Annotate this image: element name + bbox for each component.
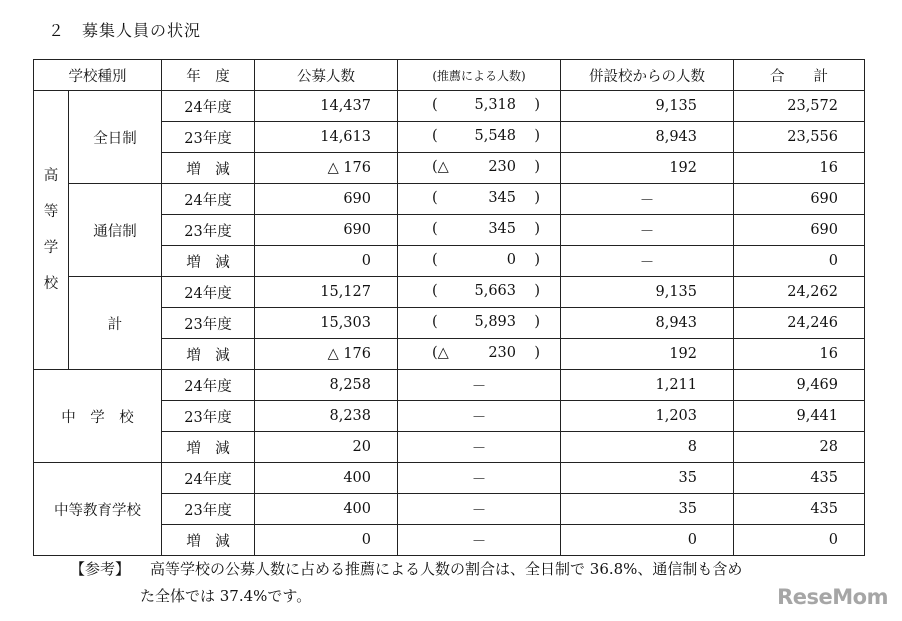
cell-attached: 0	[561, 525, 734, 556]
header-attached: 併設校からの人数	[561, 60, 734, 91]
cell-year: 増 減	[162, 246, 255, 277]
cell-public: △ 176	[255, 339, 398, 370]
cell-year: 23年度	[162, 122, 255, 153]
cell-recommend: －	[398, 401, 561, 432]
cell-public: 14,437	[255, 91, 398, 122]
cell-total: 24,246	[734, 308, 865, 339]
cell-total: 0	[734, 246, 865, 277]
note-text: 高等学校の公募人数に占める推薦による人数の割合は、全日制で 36.8%、通信制も含め	[150, 560, 743, 578]
cell-recommend: －	[398, 463, 561, 494]
cell-public: 15,303	[255, 308, 398, 339]
rec-value: 230	[488, 345, 516, 361]
cell-public: 690	[255, 215, 398, 246]
cell-recommend	[398, 91, 561, 122]
cell-recommend	[398, 308, 561, 339]
cell-year: 23年度	[162, 308, 255, 339]
cell-total: 23,556	[734, 122, 865, 153]
table-row	[34, 184, 865, 215]
rec-close: )	[534, 128, 540, 144]
group-koto: 高 等 学 校	[34, 91, 69, 370]
cell-total: 23,572	[734, 91, 865, 122]
header-recommend: (推薦による人数)	[398, 60, 561, 91]
cell-recommend	[398, 277, 561, 308]
cell-year: 増 減	[162, 339, 255, 370]
cell-total: 28	[734, 432, 865, 463]
cell-total: 690	[734, 215, 865, 246]
cell-year: 24年度	[162, 463, 255, 494]
cell-total: 435	[734, 494, 865, 525]
rec-close: )	[534, 252, 540, 268]
rec-value: 345	[488, 190, 516, 206]
cell-year: 24年度	[162, 277, 255, 308]
cell-attached: －	[561, 184, 734, 215]
cell-public: 15,127	[255, 277, 398, 308]
rec-close: )	[534, 159, 540, 175]
subgroup-kei: 計	[69, 277, 162, 370]
cell-public: 0	[255, 525, 398, 556]
cell-year: 増 減	[162, 432, 255, 463]
cell-attached: 192	[561, 153, 734, 184]
cell-year: 増 減	[162, 525, 255, 556]
cell-year: 24年度	[162, 184, 255, 215]
cell-year: 23年度	[162, 215, 255, 246]
cell-recommend	[398, 339, 561, 370]
rec-close: )	[534, 283, 540, 299]
rec-value: 5,318	[474, 97, 516, 113]
rec-open: (	[432, 252, 438, 268]
cell-public: 690	[255, 184, 398, 215]
cell-attached: －	[561, 246, 734, 277]
cell-recommend: －	[398, 432, 561, 463]
rec-value: 0	[506, 252, 516, 268]
header-public: 公募人数	[255, 60, 398, 91]
section-heading: ２ 募集人員の状況	[48, 21, 202, 40]
table-row	[34, 463, 865, 494]
cell-total: 24,262	[734, 277, 865, 308]
note-text-cont: た全体では 37.4%です。	[140, 587, 312, 605]
rec-open: (	[432, 190, 438, 206]
cell-public: 8,238	[255, 401, 398, 432]
cell-public: 8,258	[255, 370, 398, 401]
cell-public: △ 176	[255, 153, 398, 184]
rec-value: 5,548	[474, 128, 516, 144]
cell-year: 23年度	[162, 494, 255, 525]
table-row	[34, 277, 865, 308]
table-header-row	[34, 60, 865, 91]
cell-year: 増 減	[162, 153, 255, 184]
resemom-logo: ReseMom	[777, 585, 888, 609]
cell-public: 0	[255, 246, 398, 277]
cell-recommend: －	[398, 525, 561, 556]
cell-public: 20	[255, 432, 398, 463]
cell-recommend	[398, 153, 561, 184]
cell-attached: 8,943	[561, 122, 734, 153]
cell-attached: 9,135	[561, 277, 734, 308]
rec-close: )	[534, 190, 540, 206]
header-year: 年 度	[162, 60, 255, 91]
cell-recommend	[398, 122, 561, 153]
subgroup-zennichi: 全日制	[69, 91, 162, 184]
rec-open: (	[432, 128, 438, 144]
cell-attached: 1,211	[561, 370, 734, 401]
cell-recommend: －	[398, 494, 561, 525]
cell-attached: 8	[561, 432, 734, 463]
cell-recommend	[398, 215, 561, 246]
cell-recommend	[398, 184, 561, 215]
rec-open: (	[432, 221, 438, 237]
rec-open: (	[432, 97, 438, 113]
cell-attached: 8,943	[561, 308, 734, 339]
group-chuto: 中等教育学校	[34, 463, 162, 556]
cell-total: 9,441	[734, 401, 865, 432]
cell-recommend	[398, 246, 561, 277]
cell-recommend: －	[398, 370, 561, 401]
cell-total: 16	[734, 153, 865, 184]
table-row	[34, 370, 865, 401]
rec-value: 5,663	[474, 283, 516, 299]
cell-attached: 35	[561, 463, 734, 494]
table-row	[34, 91, 865, 122]
cell-total: 16	[734, 339, 865, 370]
recruitment-table	[33, 59, 865, 556]
cell-total: 690	[734, 184, 865, 215]
cell-total: 9,469	[734, 370, 865, 401]
cell-year: 24年度	[162, 370, 255, 401]
rec-open: (	[432, 314, 438, 330]
cell-attached: 1,203	[561, 401, 734, 432]
header-total: 合 計	[734, 60, 865, 91]
cell-public: 14,613	[255, 122, 398, 153]
rec-open: (	[432, 283, 438, 299]
reference-note	[70, 556, 742, 610]
note-tag: 【参考】	[70, 560, 131, 578]
rec-close: )	[534, 97, 540, 113]
rec-close: )	[534, 345, 540, 361]
group-chugaku: 中 学 校	[34, 370, 162, 463]
cell-year: 23年度	[162, 401, 255, 432]
cell-public: 400	[255, 463, 398, 494]
cell-attached: 9,135	[561, 91, 734, 122]
cell-attached: 35	[561, 494, 734, 525]
rec-open: (△	[432, 345, 449, 361]
cell-attached: 192	[561, 339, 734, 370]
cell-total: 435	[734, 463, 865, 494]
rec-value: 5,893	[474, 314, 516, 330]
cell-attached: －	[561, 215, 734, 246]
rec-value: 230	[488, 159, 516, 175]
cell-year: 24年度	[162, 91, 255, 122]
rec-close: )	[534, 221, 540, 237]
header-school-type: 学校種別	[34, 60, 162, 91]
rec-open: (△	[432, 159, 449, 175]
cell-public: 400	[255, 494, 398, 525]
cell-total: 0	[734, 525, 865, 556]
rec-value: 345	[488, 221, 516, 237]
subgroup-tsushin: 通信制	[69, 184, 162, 277]
rec-close: )	[534, 314, 540, 330]
